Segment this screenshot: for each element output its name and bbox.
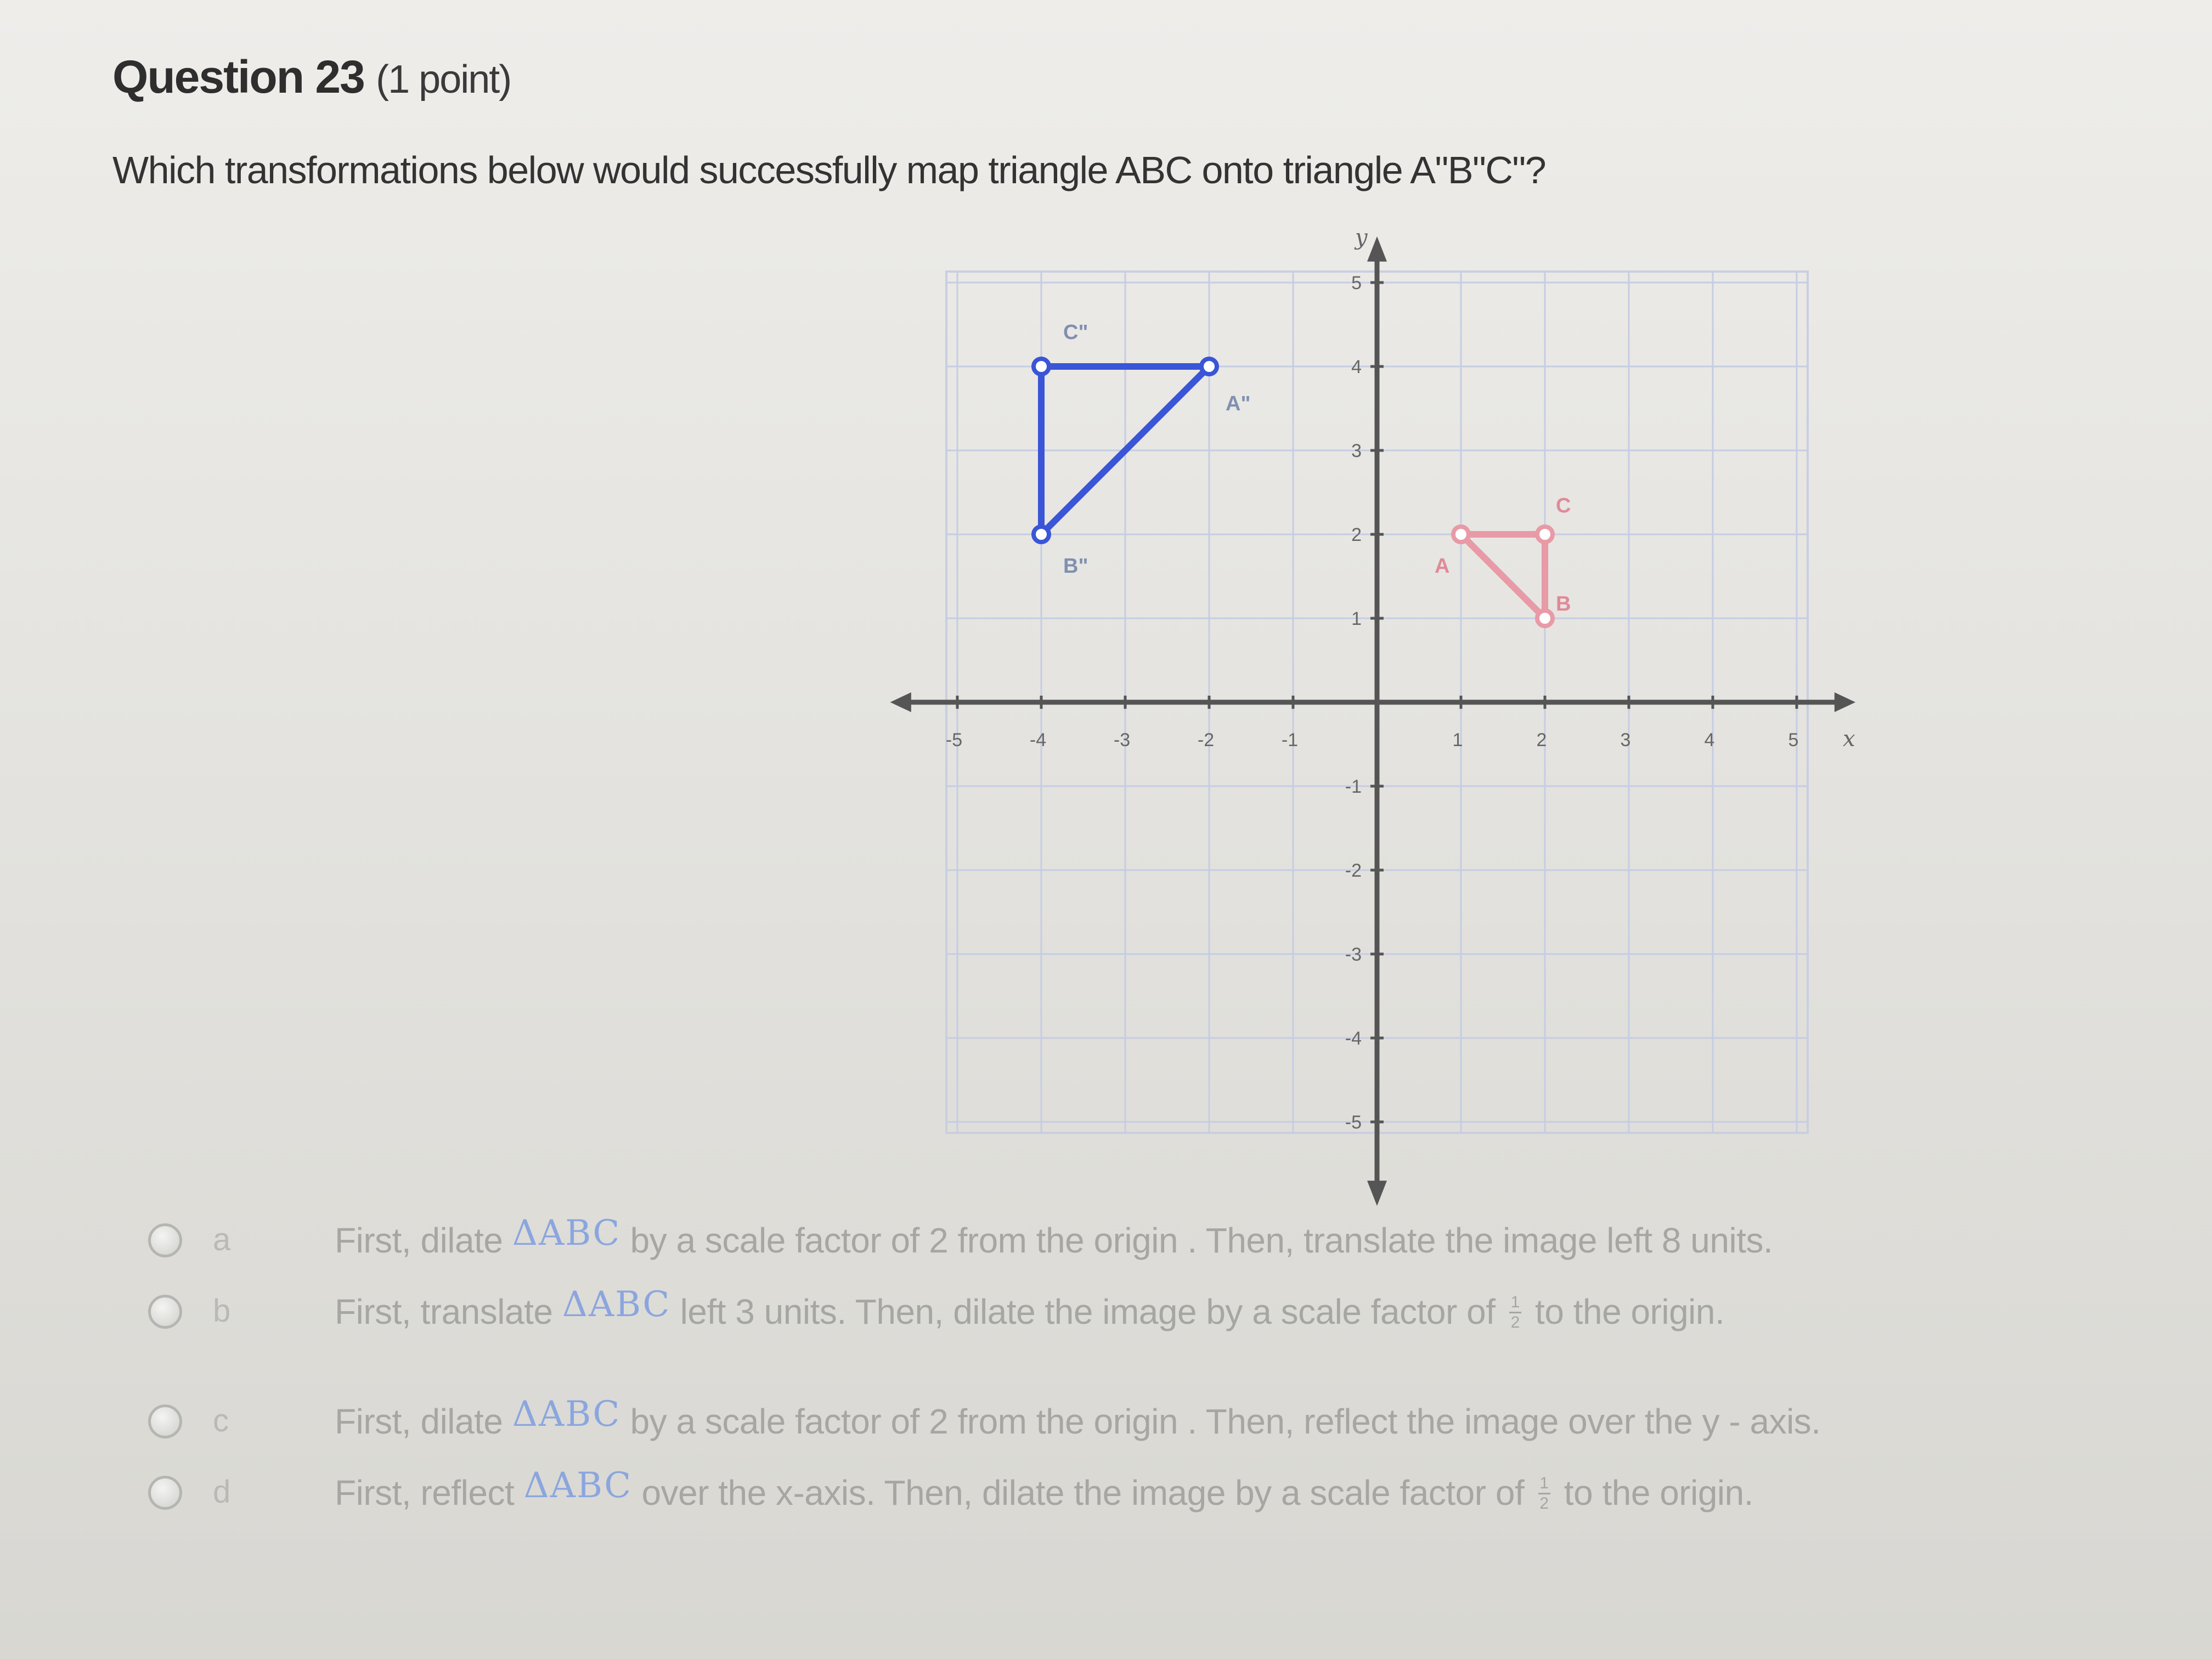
radio-b[interactable] — [148, 1295, 182, 1329]
option-letter: a — [213, 1222, 231, 1257]
x-tick-label: -5 — [945, 730, 963, 751]
option-text: First, reflect ΔABC over the x-axis. Then, dilate the image by a scale factor of $\frac{1}{2}$ to the origin. — [335, 1465, 1753, 1513]
triangle-abc-vertex-label: A — [1435, 555, 1450, 578]
coordinate-graph — [894, 225, 1855, 1196]
triangle-symbol: ΔABC — [523, 1465, 633, 1506]
triangle-symbol: ΔABC — [512, 1213, 621, 1254]
x-axis-arrow-left — [890, 692, 911, 712]
y-axis-arrow-up — [1367, 236, 1387, 262]
x-axis-arrow-right — [1835, 692, 1855, 712]
option-c[interactable] — [148, 1394, 2068, 1465]
option-text: First, dilate ΔABC by a scale factor of 2 from the origin . Then, reflect the image over the y - axis. — [335, 1394, 1821, 1441]
y-tick-label: -3 — [1345, 944, 1362, 965]
x-tick-label: 3 — [1620, 730, 1631, 751]
question-prompt: Which transformations below would successfully map triangle ABC onto triangle A"B"C"? — [112, 149, 1546, 191]
option-letter: c — [213, 1403, 229, 1438]
option-d[interactable] — [148, 1465, 2068, 1536]
triangle-abc-vertex-label: C — [1556, 494, 1571, 517]
triangle-symbol: ΔABC — [562, 1284, 671, 1325]
y-tick-label: 1 — [1351, 608, 1362, 629]
x-tick-label: -2 — [1197, 730, 1215, 751]
fraction: $\frac{1}{2}$ — [1538, 1475, 1550, 1512]
option-letter: d — [213, 1474, 231, 1510]
option-text: First, translate ΔABC left 3 units. Then, dilate the image by a scale factor of $\frac{1}{2}$ to the origin. — [335, 1284, 1725, 1331]
question-title — [112, 50, 511, 104]
y-tick-label: 4 — [1351, 357, 1362, 377]
triangle-image-vertex — [1034, 359, 1049, 374]
triangle-abc-vertex — [1537, 611, 1553, 626]
y-tick-label: 5 — [1351, 273, 1362, 294]
triangle-abc-vertex — [1537, 527, 1553, 542]
y-tick-label: -2 — [1345, 860, 1362, 881]
y-axis-label: y — [1355, 225, 1368, 251]
triangle-image-vertex — [1201, 359, 1217, 374]
triangle-abc-edges — [1461, 534, 1545, 618]
x-tick-label: 2 — [1536, 730, 1547, 751]
y-tick-label: -5 — [1345, 1112, 1362, 1133]
x-tick-label: 4 — [1704, 730, 1715, 751]
y-axis-arrow-down — [1367, 1181, 1387, 1206]
triangle-image-vertex-label: C" — [1063, 321, 1088, 344]
triangle-image-vertex-label: A" — [1226, 392, 1251, 415]
triangle-symbol: ΔABC — [512, 1394, 621, 1435]
x-tick-label: -3 — [1113, 730, 1131, 751]
radio-c[interactable] — [148, 1404, 182, 1438]
graph-axes — [890, 236, 1856, 1206]
triangle-abc-vertex — [1453, 527, 1469, 542]
triangle-image-vertex — [1034, 527, 1049, 542]
triangle-abc-vertex-label: B — [1556, 592, 1571, 616]
x-axis-label: x — [1843, 726, 1855, 752]
x-tick-label: -1 — [1281, 730, 1299, 751]
x-tick-label: 1 — [1452, 730, 1463, 751]
y-tick-label: -4 — [1345, 1028, 1362, 1049]
option-b[interactable] — [148, 1284, 2068, 1355]
x-tick-label: 5 — [1788, 730, 1799, 751]
y-tick-label: 2 — [1351, 524, 1362, 545]
fraction: $\frac{1}{2}$ — [1509, 1294, 1521, 1331]
question-points: (1 point) — [376, 58, 511, 101]
radio-d[interactable] — [148, 1476, 182, 1510]
x-tick-label: -4 — [1029, 730, 1047, 751]
triangle-image-vertex-label: B" — [1063, 555, 1088, 578]
y-tick-label: -1 — [1345, 776, 1362, 797]
question-number: Question 23 — [112, 51, 364, 103]
radio-a[interactable] — [148, 1223, 182, 1257]
option-text: First, dilate ΔABC by a scale factor of 2 from the origin . Then, translate the image left 8 units. — [335, 1213, 1773, 1260]
y-tick-label: 3 — [1351, 441, 1362, 461]
graph-tick-labels — [946, 225, 1855, 1133]
option-letter: b — [213, 1293, 231, 1329]
option-a[interactable] — [148, 1213, 2068, 1284]
